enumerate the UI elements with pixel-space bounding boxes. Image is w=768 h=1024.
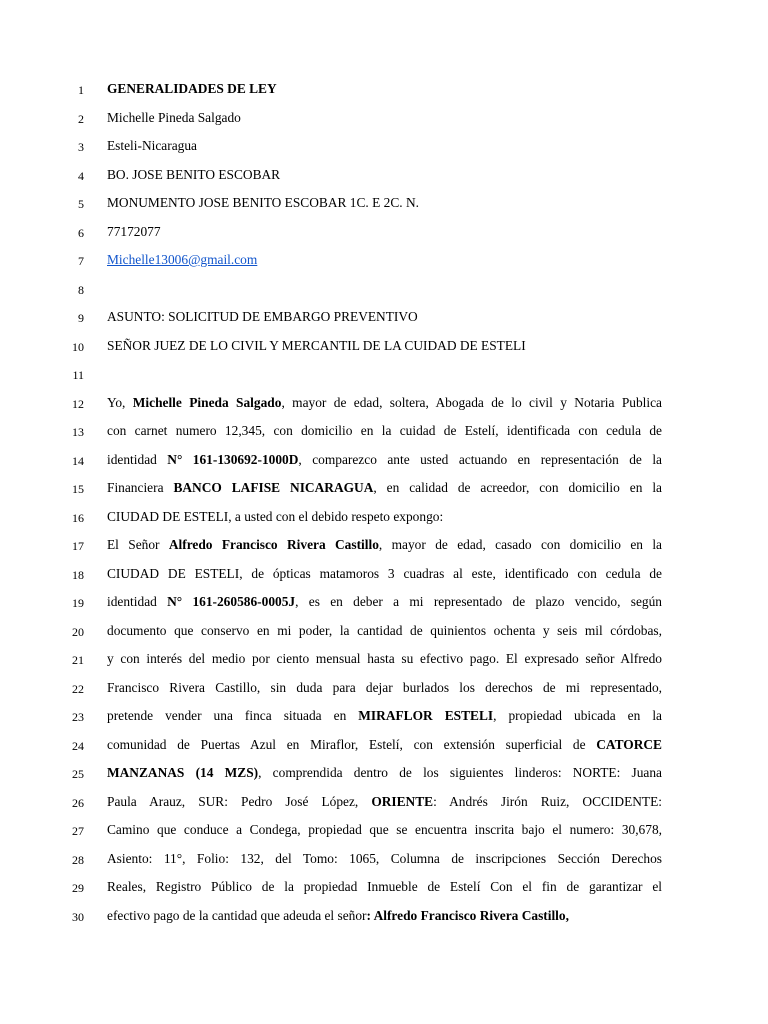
line-number: 7 (78, 254, 84, 268)
text-run: 77172077 (107, 223, 161, 239)
line-text (107, 794, 662, 810)
line-text (107, 623, 662, 639)
line-number: 14 (72, 453, 84, 468)
document-line (0, 703, 768, 731)
text-run: CIUDAD DE ESTELI, de ópticas matamoros 3 cuadras al este, identificado con cedula de (107, 565, 662, 581)
line-text (107, 879, 662, 895)
text-run: SEÑOR JUEZ DE LO CIVIL Y MERCANTIL DE LA CUIDAD DE ESTELI (107, 337, 526, 353)
document-line (0, 133, 768, 161)
text-run: Reales, Registro Público de la propiedad Inmueble de Estelí Con el fin de garantizar el (107, 879, 662, 894)
line-text (107, 167, 662, 183)
document-line (0, 589, 768, 617)
line-number: 22 (72, 681, 84, 696)
text-run: Yo, (107, 394, 133, 410)
line-number: 16 (72, 510, 84, 525)
text-run: , es en deber a mi representado de plazo vencido, según (295, 594, 663, 609)
text-run: Camino que conduce a Condega, propiedad que se encuentra inscrita bajo el numero: 30,678, (107, 822, 662, 837)
line-number: 3 (78, 140, 84, 154)
document-line (0, 190, 768, 218)
line-number: 28 (72, 852, 84, 867)
line-text (107, 480, 662, 496)
line-number: 25 (72, 767, 84, 781)
document-line (0, 789, 768, 817)
document-line (0, 817, 768, 845)
line-text (107, 908, 662, 924)
line-text (107, 708, 662, 724)
bold-text: MIRAFLOR ESTELI (358, 708, 494, 723)
line-number: 9 (78, 311, 84, 325)
text-run: , propiedad ubicada en la (493, 708, 662, 723)
line-number: 8 (78, 282, 84, 297)
line-number: 23 (72, 710, 84, 724)
line-number: 18 (72, 567, 84, 582)
line-text (107, 252, 662, 268)
text-run: Esteli-Nicaragua (107, 138, 197, 153)
line-text (107, 138, 662, 154)
line-text (107, 110, 662, 126)
document-line (0, 304, 768, 332)
document-line (0, 846, 768, 874)
line-number: 20 (72, 624, 84, 639)
document-line (0, 333, 768, 361)
line-text (107, 81, 662, 97)
text-run: pretende vender una finca situada en (107, 708, 359, 723)
line-number: 4 (78, 168, 84, 183)
document-line (0, 276, 768, 304)
email-link[interactable]: Michelle13006@gmail.com (107, 252, 258, 267)
text-run: BO. JOSE BENITO ESCOBAR (107, 166, 281, 182)
text-run: Michelle Pineda Salgado (107, 109, 241, 125)
line-number: 1 (78, 83, 84, 97)
bold-text: Alfredo Francisco Rivera Castillo (168, 537, 379, 552)
text-run: , mayor de edad, casado con domicilio en la (378, 537, 662, 552)
line-number: 13 (72, 425, 84, 439)
text-run: El Señor (107, 537, 169, 552)
line-number: 24 (72, 738, 84, 753)
line-text (107, 594, 662, 610)
document-line (0, 732, 768, 760)
line-text (107, 452, 662, 468)
line-number: 5 (78, 197, 84, 211)
document-line (0, 361, 768, 389)
line-number: 2 (78, 111, 84, 126)
line-text (107, 566, 662, 582)
line-text (107, 537, 662, 553)
text-run: efectivo pago de la cantidad que adeuda el señor (107, 907, 367, 923)
line-number: 26 (72, 795, 84, 810)
line-number: 30 (72, 909, 84, 924)
line-text (107, 765, 662, 781)
document-line (0, 390, 768, 418)
document-line (0, 618, 768, 646)
document-line (0, 76, 768, 104)
document-line (0, 760, 768, 788)
line-text (107, 224, 662, 240)
text-run: , comprendida dentro de los siguientes linderos: NORTE: Juana (258, 765, 662, 780)
line-number: 21 (72, 653, 84, 667)
document-line (0, 418, 768, 446)
bold-text: MANZANAS (14 MZS) (107, 765, 259, 780)
bold-text: GENERALIDADES DE LEY (107, 81, 277, 96)
text-run: comunidad de Puertas Azul en Miraflor, Estelí, con extensión superficial de (107, 736, 597, 752)
document-line (0, 874, 768, 902)
text-run: Francisco Rivera Castillo, sin duda para dejar burlados los derechos de mi representado, (107, 679, 662, 695)
line-text (107, 509, 662, 525)
bold-text: ORIENTE (371, 793, 434, 809)
bold-text: BANCO LAFISE NICARAGUA (173, 480, 374, 495)
document-line (0, 162, 768, 190)
text-run: Paula Arauz, SUR: Pedro José López, (107, 793, 372, 809)
line-text (107, 680, 662, 696)
line-text (107, 423, 662, 439)
line-number: 11 (72, 368, 84, 382)
bold-text: Michelle Pineda Salgado (132, 394, 282, 410)
text-run: Financiera (107, 480, 174, 495)
line-text (107, 395, 662, 411)
document-line (0, 475, 768, 503)
line-number: 6 (78, 225, 84, 240)
document-line (0, 447, 768, 475)
line-text (107, 651, 662, 667)
line-number: 15 (72, 482, 84, 496)
bold-text: N° 161-260586-0005J (167, 594, 296, 609)
text-run: documento que conservo en mi poder, la cantidad de quinientos ochenta y seis mil córdobas, (107, 622, 662, 638)
line-number: 29 (72, 881, 84, 895)
text-run: , comparezco ante usted actuando en representación de la (298, 451, 662, 467)
text-run: MONUMENTO JOSE BENITO ESCOBAR 1C. E 2C. N. (107, 195, 419, 210)
text-run: y con interés del medio por ciento mensual hasta su efectivo pago. El expresado señor Alfredo (107, 651, 662, 666)
document-line (0, 646, 768, 674)
line-text (107, 851, 662, 867)
text-run: Asiento: 11°, Folio: 132, del Tomo: 1065, Columna de inscripciones Sección Derechos (107, 850, 662, 866)
bold-text: : Alfredo Francisco Rivera Castillo, (366, 907, 569, 923)
document-line (0, 105, 768, 133)
text-run: , mayor de edad, soltera, Abogada de lo civil y Notaria Publica (281, 394, 662, 410)
text-run: identidad (107, 594, 168, 609)
document-line (0, 561, 768, 589)
document-line (0, 504, 768, 532)
document-line (0, 903, 768, 931)
line-number: 19 (72, 596, 84, 610)
document-line (0, 532, 768, 560)
line-text (107, 195, 662, 211)
text-run: ASUNTO: SOLICITUD DE EMBARGO PREVENTIVO (107, 309, 418, 324)
text-run: con carnet numero 12,345, con domicilio en la cuidad de Estelí, identificada con cedula de (107, 423, 662, 438)
document-line (0, 247, 768, 275)
line-number: 27 (72, 824, 84, 838)
text-run: CIUDAD DE ESTELI, a usted con el debido respeto expongo: (107, 508, 444, 524)
line-number: 12 (72, 396, 84, 411)
text-run: identidad (107, 451, 168, 467)
document-line (0, 219, 768, 247)
text-run: , en calidad de acreedor, con domicilio en la (373, 480, 662, 495)
line-number: 17 (72, 539, 84, 553)
line-text (107, 737, 662, 753)
text-run: : Andrés Jirón Ruiz, OCCIDENTE: (433, 793, 663, 809)
line-text (107, 309, 662, 325)
line-text (107, 338, 662, 354)
line-number: 10 (72, 339, 84, 354)
bold-text: CATORCE (596, 736, 662, 752)
line-text (107, 822, 662, 838)
bold-text: N° 161-130692-1000D (167, 451, 299, 467)
document-line (0, 675, 768, 703)
